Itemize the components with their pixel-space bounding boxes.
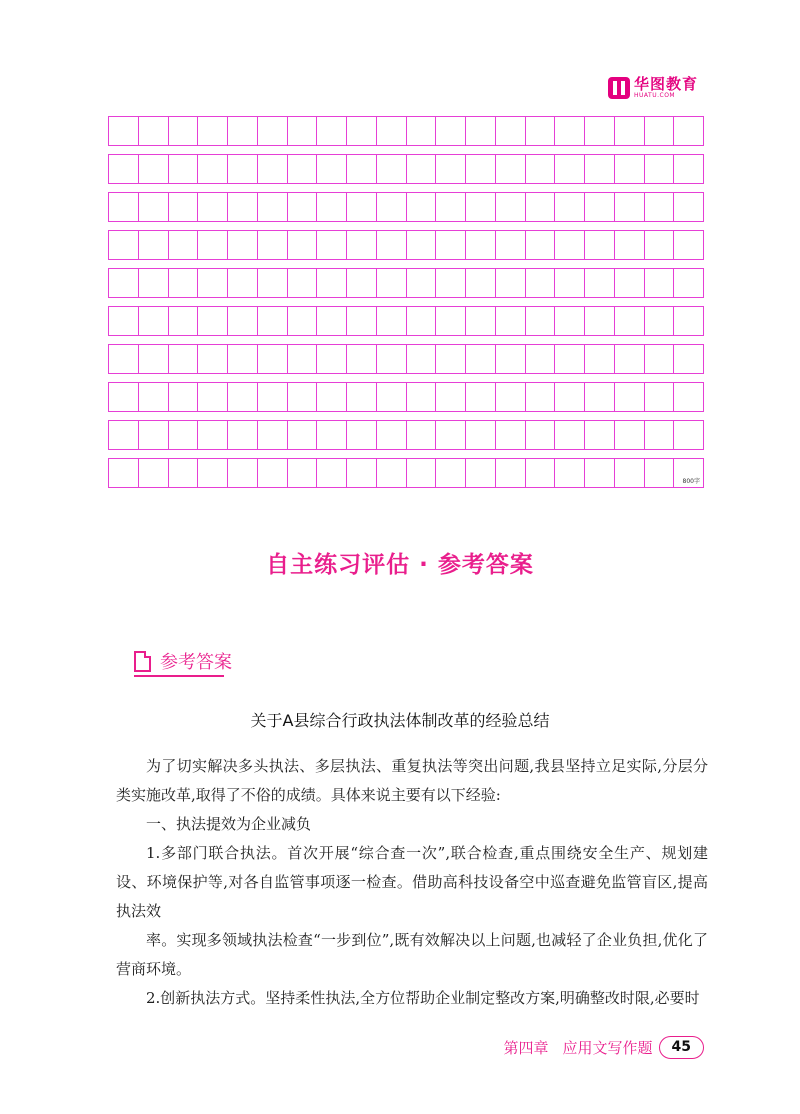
grid-cell: [258, 269, 288, 297]
paragraph: 1.多部门联合执法。首次开展“综合查一次”,联合检查,重点围绕安全生产、规划建设、环境保护等,对各自监管事项逐一检查。借助高科技设备空中巡查避免监管盲区,提高执法效: [116, 844, 708, 920]
grid-row: [108, 116, 704, 146]
grid-cell: [139, 193, 169, 221]
grid-cell: [317, 307, 347, 335]
grid-cell: [407, 231, 437, 259]
grid-row: [108, 306, 704, 336]
grid-cell: [645, 231, 675, 259]
grid-cell: [555, 231, 585, 259]
grid-row: [108, 192, 704, 222]
grid-cell: [288, 383, 318, 411]
grid-cell: [496, 421, 526, 449]
grid-cell: [645, 117, 675, 145]
grid-cell: [615, 459, 645, 487]
grid-cell: [228, 193, 258, 221]
grid-cell: [347, 307, 377, 335]
grid-cell: [496, 307, 526, 335]
grid-cell: [288, 155, 318, 183]
grid-cell: [377, 117, 407, 145]
grid-cell: [674, 421, 704, 449]
paragraph: 为了切实解决多头执法、多层执法、重复执法等突出问题,我县坚持立足实际,分层分类实施改革,取得了不俗的成绩。具体来说主要有以下经验:: [116, 757, 708, 804]
grid-cell: [109, 269, 139, 297]
grid-cell: [377, 155, 407, 183]
answer-body: [116, 752, 708, 1013]
grid-cell: [169, 155, 199, 183]
grid-cell: [585, 345, 615, 373]
grid-row: [108, 344, 704, 374]
grid-cell: [169, 193, 199, 221]
grid-cell: [466, 345, 496, 373]
grid-cell: [169, 307, 199, 335]
grid-cell: [585, 383, 615, 411]
grid-cell: [407, 155, 437, 183]
grid-cell: [198, 155, 228, 183]
grid-cell: [258, 307, 288, 335]
grid-cell: [377, 421, 407, 449]
grid-cell: [109, 193, 139, 221]
grid-cell: [436, 345, 466, 373]
grid-cell: [347, 383, 377, 411]
grid-cell: [347, 269, 377, 297]
grid-cell: [555, 383, 585, 411]
grid-cell: [139, 345, 169, 373]
grid-cell: [645, 193, 675, 221]
grid-cell: [288, 231, 318, 259]
grid-cell: [139, 155, 169, 183]
document-icon: [134, 651, 151, 672]
grid-cell: [526, 269, 556, 297]
grid-cell: [258, 117, 288, 145]
grid-cell: [139, 269, 169, 297]
document-title: 关于A县综合行政执法体制改革的经验总结: [250, 711, 550, 730]
grid-cell: [436, 383, 466, 411]
grid-cell: [198, 345, 228, 373]
grid-cell: [526, 117, 556, 145]
grid-cell: [466, 383, 496, 411]
grid-cell: [347, 459, 377, 487]
grid-cell: [377, 231, 407, 259]
grid-cell: [674, 155, 704, 183]
grid-cell: [526, 307, 556, 335]
grid-cell: [347, 231, 377, 259]
word-count-label: 800字: [682, 478, 700, 485]
grid-cell: [377, 269, 407, 297]
grid-cell: [407, 117, 437, 145]
grid-cell: [198, 231, 228, 259]
grid-cell: [317, 459, 347, 487]
grid-cell: [615, 155, 645, 183]
grid-cell: [615, 231, 645, 259]
grid-cell: [645, 459, 675, 487]
grid-cell: [228, 383, 258, 411]
grid-cell: [198, 269, 228, 297]
grid-cell: [645, 345, 675, 373]
grid-cell: [526, 421, 556, 449]
grid-cell: [436, 421, 466, 449]
grid-cell: [288, 193, 318, 221]
grid-cell: [496, 231, 526, 259]
grid-cell: [347, 421, 377, 449]
grid-cell: [496, 155, 526, 183]
grid-cell: [526, 193, 556, 221]
grid-cell: [228, 421, 258, 449]
grid-cell: [288, 421, 318, 449]
grid-cell: [169, 421, 199, 449]
grid-cell: [555, 155, 585, 183]
grid-cell: [645, 383, 675, 411]
grid-cell: [347, 155, 377, 183]
grid-cell: [615, 269, 645, 297]
answer-underline: [134, 675, 224, 677]
grid-cell: [258, 459, 288, 487]
grid-cell: [585, 117, 615, 145]
grid-cell: [228, 269, 258, 297]
grid-cell: [585, 193, 615, 221]
grid-cell: [228, 345, 258, 373]
grid-cell: [228, 155, 258, 183]
grid-cell: [317, 269, 347, 297]
grid-cell: [109, 459, 139, 487]
grid-cell: [674, 459, 704, 487]
page-footer: [503, 1036, 704, 1059]
grid-cell: [198, 383, 228, 411]
grid-cell: [317, 345, 347, 373]
grid-cell: [317, 193, 347, 221]
writing-grid: [108, 116, 704, 496]
paragraph: 一、执法提效为企业减负: [146, 815, 312, 833]
grid-cell: [109, 421, 139, 449]
logo-icon: [608, 77, 630, 99]
grid-cell: [258, 421, 288, 449]
grid-cell: [585, 231, 615, 259]
grid-cell: [674, 269, 704, 297]
grid-cell: [555, 345, 585, 373]
grid-cell: [496, 459, 526, 487]
grid-cell: [109, 155, 139, 183]
grid-cell: [407, 193, 437, 221]
grid-cell: [436, 193, 466, 221]
grid-cell: [466, 231, 496, 259]
grid-cell: [466, 117, 496, 145]
grid-cell: [645, 421, 675, 449]
grid-cell: [555, 459, 585, 487]
grid-cell: [258, 193, 288, 221]
grid-cell: [466, 459, 496, 487]
grid-cell: [615, 117, 645, 145]
grid-row: [108, 382, 704, 412]
grid-cell: [555, 269, 585, 297]
grid-row: [108, 230, 704, 260]
grid-cell: [377, 307, 407, 335]
grid-cell: [615, 383, 645, 411]
grid-cell: [645, 307, 675, 335]
grid-cell: [436, 269, 466, 297]
grid-cell: [109, 231, 139, 259]
grid-cell: [496, 117, 526, 145]
chapter-label: 第四章: [503, 1039, 549, 1057]
grid-cell: [645, 269, 675, 297]
grid-cell: [674, 307, 704, 335]
grid-cell: [198, 421, 228, 449]
grid-cell: [496, 383, 526, 411]
grid-cell: [198, 193, 228, 221]
grid-cell: [139, 231, 169, 259]
grid-cell: [615, 345, 645, 373]
grid-cell: [317, 421, 347, 449]
grid-cell: [288, 307, 318, 335]
grid-cell: [615, 307, 645, 335]
grid-cell: [436, 231, 466, 259]
grid-cell: [526, 155, 556, 183]
logo-subtitle: HUATU.COM: [634, 92, 676, 99]
grid-cell: [347, 117, 377, 145]
grid-row: [108, 154, 704, 184]
grid-cell: [377, 383, 407, 411]
grid-cell: [585, 269, 615, 297]
grid-cell: [407, 307, 437, 335]
grid-cell: [288, 459, 318, 487]
grid-cell: [466, 421, 496, 449]
grid-cell: [436, 459, 466, 487]
grid-cell: [585, 307, 615, 335]
grid-cell: [407, 269, 437, 297]
logo-title: 华图教育: [634, 75, 699, 93]
grid-cell: [526, 345, 556, 373]
grid-cell: [228, 307, 258, 335]
grid-cell: [674, 117, 704, 145]
grid-cell: [555, 307, 585, 335]
grid-cell: [466, 269, 496, 297]
grid-cell: [526, 459, 556, 487]
grid-cell: [109, 117, 139, 145]
grid-cell: [169, 231, 199, 259]
grid-cell: [436, 307, 466, 335]
paragraph: 率。实现多领域执法检查“一步到位”,既有效解决以上问题,也减轻了企业负担,优化了营商环境。: [116, 931, 708, 978]
grid-cell: [169, 117, 199, 145]
grid-cell: [407, 345, 437, 373]
grid-cell: [258, 345, 288, 373]
grid-cell: [169, 459, 199, 487]
grid-cell: [377, 345, 407, 373]
grid-cell: [407, 383, 437, 411]
grid-cell: [496, 345, 526, 373]
grid-cell: [228, 117, 258, 145]
grid-cell: [496, 193, 526, 221]
grid-cell: [228, 459, 258, 487]
grid-cell: [109, 307, 139, 335]
grid-cell: [139, 459, 169, 487]
grid-cell: [139, 421, 169, 449]
section-title: 自主练习评估 · 参考答案: [266, 552, 534, 578]
grid-cell: [436, 155, 466, 183]
grid-cell: [198, 117, 228, 145]
brand-logo: [608, 74, 702, 102]
grid-cell: [317, 383, 347, 411]
grid-cell: [645, 155, 675, 183]
grid-cell: [674, 231, 704, 259]
grid-cell: [466, 155, 496, 183]
grid-row: [108, 268, 704, 298]
grid-cell: [317, 155, 347, 183]
grid-cell: [109, 383, 139, 411]
grid-cell: [347, 193, 377, 221]
grid-cell: [496, 269, 526, 297]
grid-cell: [526, 383, 556, 411]
grid-cell: [317, 117, 347, 145]
grid-cell: [407, 421, 437, 449]
grid-cell: [258, 231, 288, 259]
grid-cell: [377, 193, 407, 221]
grid-cell: [198, 307, 228, 335]
grid-row: [108, 420, 704, 450]
answer-heading: [134, 648, 232, 674]
grid-cell: [139, 383, 169, 411]
grid-cell: [228, 231, 258, 259]
grid-cell: [169, 345, 199, 373]
grid-cell: [288, 269, 318, 297]
grid-cell: [585, 459, 615, 487]
grid-row: [108, 458, 704, 488]
grid-cell: [674, 383, 704, 411]
grid-cell: [555, 193, 585, 221]
grid-cell: [674, 193, 704, 221]
grid-cell: [555, 117, 585, 145]
grid-cell: [526, 231, 556, 259]
grid-cell: [436, 117, 466, 145]
grid-cell: [288, 117, 318, 145]
paragraph: 2.创新执法方式。坚持柔性执法,全方位帮助企业制定整改方案,明确整改时限,必要时: [146, 989, 700, 1007]
grid-cell: [258, 383, 288, 411]
grid-cell: [585, 155, 615, 183]
grid-cell: [109, 345, 139, 373]
grid-cell: [258, 155, 288, 183]
grid-cell: [139, 117, 169, 145]
grid-cell: [198, 459, 228, 487]
grid-cell: [585, 421, 615, 449]
grid-cell: [169, 383, 199, 411]
grid-cell: [169, 269, 199, 297]
grid-cell: [466, 193, 496, 221]
grid-cell: [407, 459, 437, 487]
grid-cell: [288, 345, 318, 373]
answer-label: 参考答案: [160, 652, 232, 673]
grid-cell: [615, 193, 645, 221]
page-number: 45: [659, 1036, 704, 1059]
grid-cell: [555, 421, 585, 449]
grid-cell: [615, 421, 645, 449]
grid-cell: [674, 345, 704, 373]
grid-cell: [347, 345, 377, 373]
grid-cell: [466, 307, 496, 335]
grid-cell: [139, 307, 169, 335]
grid-cell: [377, 459, 407, 487]
grid-cell: [317, 231, 347, 259]
chapter-title: 应用文写作题: [562, 1039, 653, 1057]
